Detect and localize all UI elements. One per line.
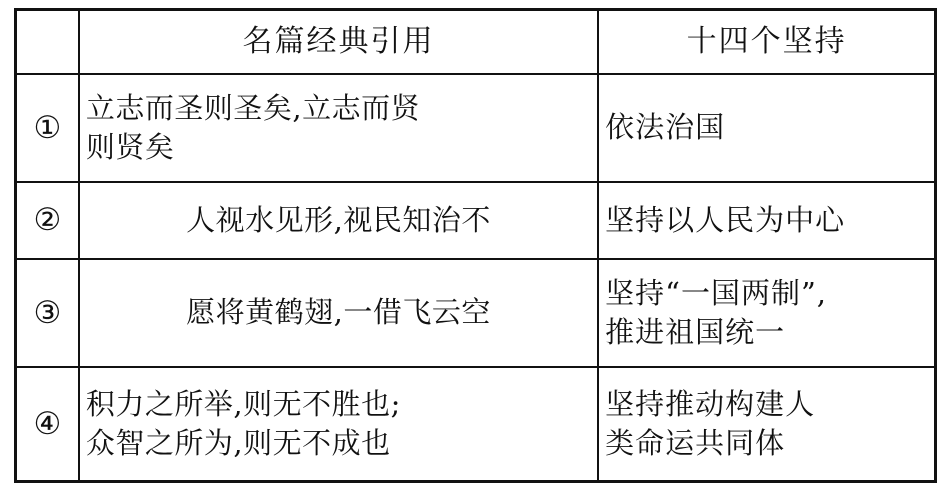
row-theme <box>598 182 935 259</box>
quote-line: 积力之所举,则无不胜也; <box>85 386 401 421</box>
table-row <box>16 259 936 367</box>
row-index: ④ <box>16 367 79 481</box>
quote-line: 人视水见形,视民知治不 <box>186 202 491 237</box>
row-index: ① <box>16 74 79 182</box>
theme-line: 坚持“一国两制”, <box>605 275 828 310</box>
theme-line: 类命运共同体 <box>605 426 786 461</box>
quote-line: 众智之所为,则无不成也 <box>85 426 391 461</box>
quote-line: 立志而圣则圣矣,立志而贤 <box>85 90 421 125</box>
table-header-row <box>16 10 936 74</box>
header-index-cell <box>16 10 79 74</box>
row-theme <box>598 74 935 182</box>
row-index: ③ <box>16 259 79 367</box>
row-quote <box>79 182 598 259</box>
quotes-table <box>14 8 937 483</box>
row-theme <box>598 259 935 367</box>
quote-line: 愿将黄鹤翅,一借飞云空 <box>186 295 491 330</box>
theme-line: 坚持推动构建人 <box>605 386 816 421</box>
table-row <box>16 367 936 481</box>
header-quote-cell: 名篇经典引用 <box>79 10 598 74</box>
table-row <box>16 74 936 182</box>
row-theme <box>598 367 935 481</box>
row-quote <box>79 74 598 182</box>
theme-line: 依法治国 <box>605 110 726 145</box>
theme-line: 坚持以人民为中心 <box>605 202 846 237</box>
theme-line: 推进祖国统一 <box>605 315 786 350</box>
row-quote <box>79 367 598 481</box>
row-index: ② <box>16 182 79 259</box>
table-row <box>16 182 936 259</box>
quote-line: 则贤矣 <box>85 130 175 164</box>
header-theme-cell: 十四个坚持 <box>598 10 935 74</box>
row-quote <box>79 259 598 367</box>
